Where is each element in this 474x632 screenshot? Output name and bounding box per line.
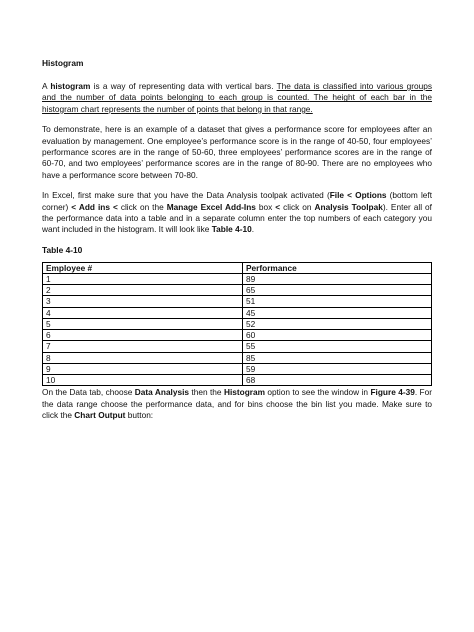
table-caption: Table 4-10 (42, 244, 83, 255)
after-text-1: On the Data tab, choose (42, 387, 135, 398)
excel-bold-table-ref: Table 4-10 (211, 224, 252, 235)
excel-bold-arrow: < (275, 201, 281, 212)
after-bold-histogram: Histogram (223, 387, 265, 398)
table-header-row (43, 262, 432, 273)
cell-performance: 59 (243, 363, 432, 374)
cell-employee: 5 (43, 318, 243, 329)
cell-employee: 7 (43, 341, 243, 352)
excel-text-4: box (255, 201, 276, 212)
header-performance: Performance (243, 262, 432, 273)
table-row (43, 363, 432, 374)
after-text-2: then the (189, 387, 224, 398)
intro-text-2: is a way of representing data with vertical bars. (90, 81, 277, 91)
excel-bold-file-options: File < Options (329, 190, 387, 201)
cell-performance: 52 (243, 318, 432, 329)
data-analysis-paragraph (42, 387, 432, 421)
cell-performance: 45 (243, 307, 432, 318)
section-heading: Histogram (42, 58, 84, 68)
intro-text-1: A (42, 81, 51, 91)
cell-employee: 8 (43, 352, 243, 363)
excel-instructions-paragraph (42, 190, 432, 236)
excel-bold-manage-addins: Manage Excel Add-Ins (166, 201, 256, 212)
intro-paragraph (42, 81, 432, 115)
intro-term-histogram: histogram (50, 81, 91, 91)
table-row (43, 285, 432, 296)
cell-performance: 51 (243, 296, 432, 307)
intro-underlined-definition: The data is classified into various groups and the number of data points belonging to each group is counted. The height of each bar in the histogram chart represents the number of points that belong in that range. (42, 81, 432, 114)
performance-table (42, 262, 432, 386)
cell-performance: 55 (243, 341, 432, 352)
excel-text-2: (bottom left corner) (42, 190, 433, 212)
cell-performance: 85 (243, 352, 432, 363)
table-row (43, 307, 432, 318)
excel-text-5: click on (280, 201, 315, 212)
cell-performance: 68 (243, 374, 432, 385)
after-bold-figure-ref: Figure 4-39 (370, 387, 415, 398)
excel-text-6: ). Enter all of the performance data into a table and in a separate column enter the top numbers of each category you want included in the histogram. It will look like (42, 201, 432, 235)
cell-employee: 10 (43, 374, 243, 385)
cell-employee: 4 (43, 307, 243, 318)
table-row (43, 274, 432, 285)
cell-employee: 9 (43, 363, 243, 374)
after-text-3: option to see the window in (264, 387, 371, 398)
excel-bold-add-ins: < Add ins < (71, 201, 118, 212)
table-row (43, 318, 432, 329)
cell-employee: 2 (43, 285, 243, 296)
cell-performance: 89 (243, 274, 432, 285)
cell-performance: 60 (243, 330, 432, 341)
excel-text-3: click on the (117, 201, 167, 212)
excel-text-1: In Excel, first make sure that you have the Data Analysis toolpak activated ( (42, 190, 330, 201)
table-row (43, 341, 432, 352)
cell-employee: 3 (43, 296, 243, 307)
header-employee: Employee # (43, 262, 243, 273)
excel-text-7: . (251, 224, 254, 235)
after-text-5: button: (125, 409, 154, 420)
cell-employee: 6 (43, 330, 243, 341)
table-row (43, 352, 432, 363)
table-row (43, 330, 432, 341)
excel-bold-analysis-toolpak: Analysis Toolpak (314, 201, 383, 212)
after-text-4: . For the data range choose the performance data, and for bins choose the bin list you made. Make sure to click the (42, 387, 432, 420)
after-bold-chart-output: Chart Output (74, 409, 126, 420)
cell-employee: 1 (43, 274, 243, 285)
cell-performance: 65 (243, 285, 432, 296)
table-row (43, 374, 432, 385)
after-bold-data-analysis: Data Analysis (134, 387, 190, 398)
example-paragraph: To demonstrate, here is an example of a dataset that gives a performance score for employees after an evaluation by management. One employee’s performance score is in the range of 40-50, four employees’ performance scores are in the range of 50-60, three employees’ performance scores are in the range of 60-70, and two employees’ performance scores are in the range of 80-90. There are no employees who have a performance score between 70-80. (42, 124, 432, 180)
table-row (43, 296, 432, 307)
